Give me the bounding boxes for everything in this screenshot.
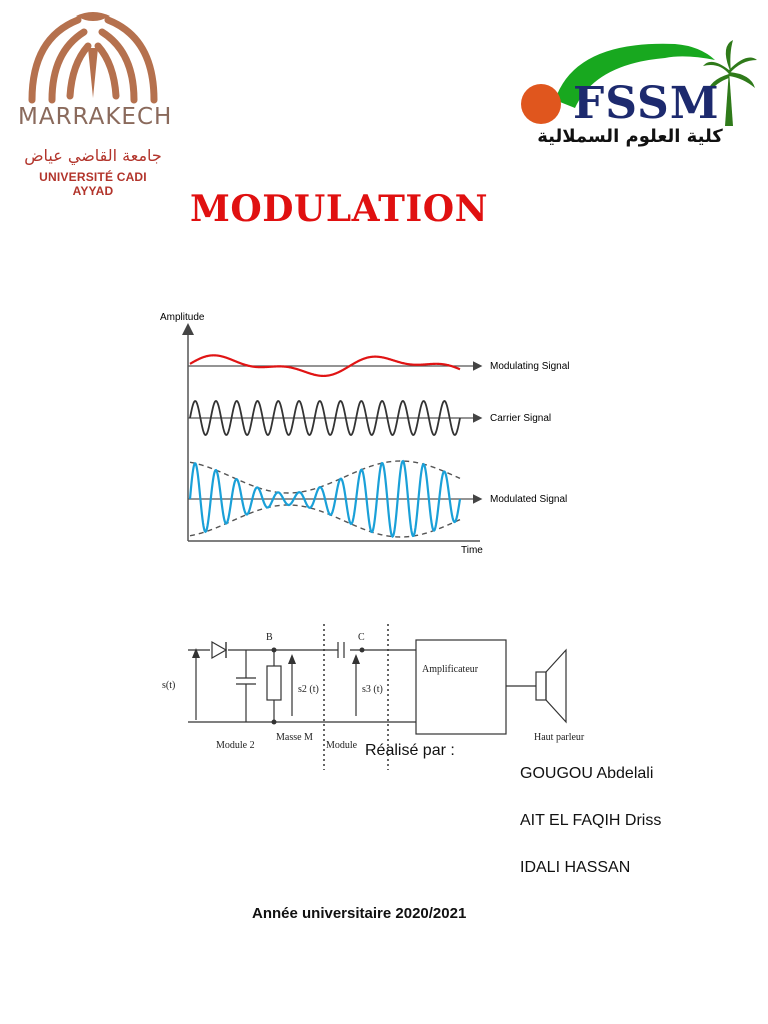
modulation-signals-figure [150, 306, 600, 561]
document-title: MODULATION [190, 188, 488, 230]
modulated-signal-curve [190, 461, 460, 537]
faculty-arabic-name: كلية العلوم السملالية [537, 126, 723, 147]
author-name: GOUGOU Abdelali [520, 765, 654, 782]
module-2-label: Module 2 [216, 740, 255, 751]
s3-label: s3 (t) [362, 684, 383, 695]
speaker-label: Haut parleur [534, 732, 585, 743]
academic-year: Année universitaire 2020/2021 [252, 905, 467, 922]
made-by-label: Réalisé par : [365, 742, 455, 759]
s2-arrow-icon [288, 654, 296, 664]
y-axis-label: Amplitude [160, 312, 205, 323]
fssm-wordmark: FSSM [573, 78, 720, 129]
ground-label: Masse M [276, 732, 313, 743]
modulated-signal-label: Modulated Signal [490, 494, 568, 505]
fssm-logo [515, 30, 760, 160]
module-3-label: Module [326, 740, 358, 751]
cadi-ayyad-logo [18, 8, 173, 198]
university-arabic-name: جامعة القاضي عياض [24, 146, 162, 165]
node-c-label: C [358, 632, 365, 643]
s3-arrow-icon [352, 654, 360, 664]
author-name: AIT EL FAQIH Driss [520, 812, 662, 829]
modulating-signal-label: Modulating Signal [490, 361, 570, 372]
author-name: IDALI HASSAN [520, 859, 631, 876]
university-name: UNIVERSITÉ CADI AYYAD [39, 170, 147, 198]
amplifier-label: Amplificateur [422, 664, 479, 675]
palm-arch-emblem [18, 8, 168, 104]
s2-label: s2 (t) [298, 684, 319, 695]
marrakech-wordmark: MARRAKECH [18, 104, 173, 130]
x-axis-label: Time [461, 545, 483, 556]
node-b-label: B [266, 632, 273, 643]
input-label: s(t) [162, 680, 176, 691]
carrier-signal-label: Carrier Signal [490, 413, 552, 424]
diode-icon [212, 642, 226, 658]
